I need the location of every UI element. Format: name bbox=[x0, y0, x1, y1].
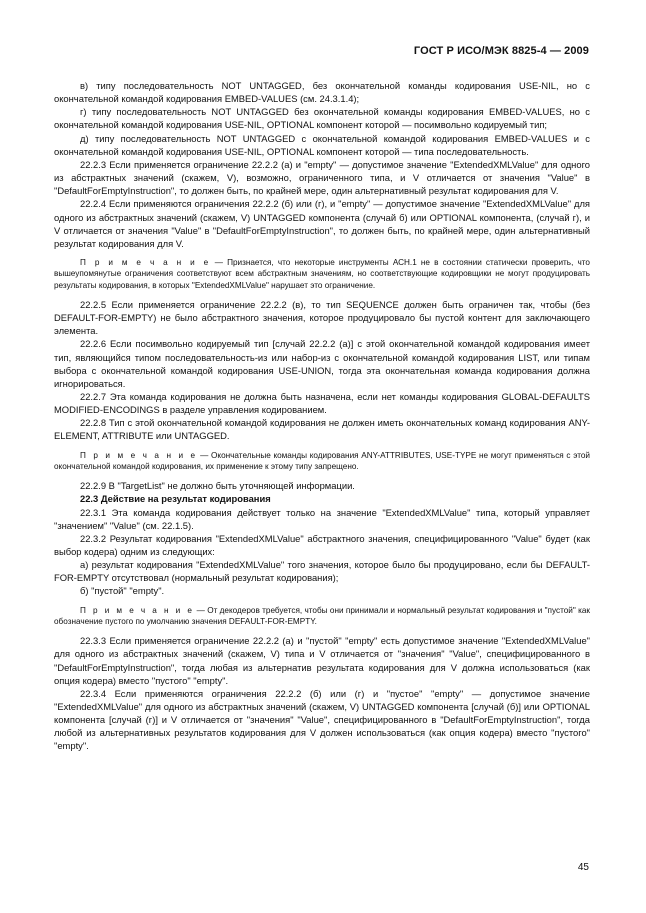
note bbox=[54, 605, 590, 628]
paragraph: 22.3.3 Если применяется ограничение 22.2.2 (а) и "пустой" "empty" есть допустимое значение "ExtendedXMLValue" для одного из абстрактных значений (скажем, V) типа и V отличается от "значения" "Value", специфицированного в "DefaultForEmptyInstruction", тогда любая из альтернатив результата кодирования для V должна использоваться (как опция кодера) вместо "пустого" "empty". bbox=[54, 635, 590, 686]
paragraph: 22.2.8 Тип с этой окончательной командой кодирования не должен иметь окончательных команд кодирования ANY-ELEMENT, ATTRIBUTE или UNTAGGED. bbox=[54, 417, 590, 442]
note-text: — Признается, что некоторые инструменты АСН.1 не в состоянии статически проверить, что вышеупомянутые ограничения соответствуют всем абстрактным значениям, но соответствующие кодировщики не могут продуцировать результаты кодирования, в которых "ExtendedXMLValue" нарушает это ограничение. bbox=[54, 258, 590, 290]
paragraph: 22.2.7 Эта команда кодирования не должна быть назначена, если нет команды кодирования GLOBAL-DEFAULTS MODIFIED-ENCODINGS в разделе управления кодированием. bbox=[54, 391, 590, 416]
section-heading: 22.3 Действие на результат кодирования bbox=[80, 493, 271, 505]
note-text: — От декодеров требуется, чтобы они принимали и нормальный результат кодирования и "пустой" как обозначение пустого по умолчанию значения DEFAULT-FOR-EMPTY. bbox=[54, 605, 590, 626]
page-number: 45 bbox=[577, 862, 589, 873]
paragraph: б) "пустой" "empty". bbox=[80, 585, 165, 597]
note-label: П р и м е ч а н и е bbox=[80, 450, 198, 460]
paragraph: 22.3.1 Эта команда кодирования действует только на значение "ExtendedXMLValue" типа, который управляет "значением" "Value" (см. 22.1.5). bbox=[54, 506, 590, 531]
note bbox=[54, 257, 590, 291]
paragraph: 22.3.2 Результат кодирования "ExtendedXMLValue" абстрактного значения, специфицированного "Value" будет (как выбор кодера) одним из следующих: bbox=[54, 532, 590, 558]
paragraph: д) типу последовательность NOT UNTAGGED с окончательной командой кодирования EMBED-VALUES и с окончательной командой кодирования USE-NIL, OPTIONAL компонент которой — типа последовательность. bbox=[54, 132, 590, 157]
document-code: ГОСТ Р ИСО/МЭК 8825-4 — 2009 bbox=[413, 45, 589, 57]
paragraph: 22.2.6 Если посимвольно кодируемый тип [случай 22.2.2 (а)] с этой окончательной командой кодирования имеет тип, являющийся типом последовательность-из или набор-из с окончательной командой кодирования LIST, или типам выбора с окончательной командой кодирования USE-UNION, тогда эта окончательная команда кодирования должна игнорироваться. bbox=[54, 338, 590, 389]
note-label: П р и м е ч а н и е bbox=[80, 605, 195, 615]
paragraph: 22.2.3 Если применяется ограничение 22.2.2 (а) и "empty" — допустимое значение "ExtendedXMLValue" для одного из абстрактных значений (скажем, V), возможно, ограниченного типа, и V отличается от значения "Value" в "DefaultForEmptyInstruction", то должен быть, по крайней мере, один альтернативный результат кодирования для V. bbox=[54, 158, 590, 197]
paragraph: 22.3.4 Если применяются ограничения 22.2.2 (б) или (г) и "пустое" "empty" — допустимое значение "ExtendedXMLValue" для одного из абстрактных значений (скажем, V) UNTAGGED компонента [случай (б)] или OPTIONAL компонента [случай (г)] и V отличается от "значения" "Value", специфицированного в "DefaultForEmptyInstruction", тогда любой из альтернативных результатов кодирования для V должен использоваться (как опция кодера) вместо "пустого" "empty". bbox=[54, 687, 590, 752]
note-label: П р и м е ч а н и е bbox=[80, 258, 211, 268]
paragraph: 22.2.4 Если применяются ограничения 22.2.2 (б) или (г), и "empty" — допустимое значение "ExtendedXMLValue" для одного из абстрактных значений (скажем, V) UNTAGGED компонента (случай б) или OPTIONAL компонента, (случай г), и V отличается от значения "Value" в "DefaultForEmptyInstruction", то должен быть, по крайней мере, один альтернативный результат кодирования для V. bbox=[54, 198, 590, 249]
paragraph: 22.2.5 Если применяется ограничение 22.2.2 (в), то тип SEQUENCE должен быть ограничен так, чтобы (без DEFAULT-FOR-EMPTY) не было абстрактного значения, которое продуцировало бы пустой контент для заключающего элемента. bbox=[54, 298, 590, 337]
note bbox=[54, 450, 590, 473]
note-text: — Окончательные команды кодирования ANY-ATTRIBUTES, USE-TYPE не могут применяться с этой окончательной командой кодирования, их применение к этому типу запрещено. bbox=[54, 450, 590, 471]
page-body bbox=[54, 79, 590, 753]
paragraph: а) результат кодирования "ExtendedXMLValue" того значения, которое было бы продуцировано, если бы DEFAULT-FOR-EMPTY отсутствовал (нормальный результат кодирования); bbox=[54, 559, 590, 584]
paragraph: в) типу последовательность NOT UNTAGGED, без окончательной команды кодирования USE-NIL, но с окончательной командой кодирования EMBED-VALUES (см. 24.3.1.4); bbox=[54, 80, 590, 105]
paragraph: 22.2.9 В "TargetList" не должно быть уточняющей информации. bbox=[80, 480, 355, 492]
paragraph: г) типу последовательность NOT UNTAGGED без окончательной команды кодирования EMBED-VALUES, но с окончательной командой кодирования USE-NIL, OPTIONAL компонент которой — посимвольно кодируемый тип; bbox=[54, 106, 590, 131]
